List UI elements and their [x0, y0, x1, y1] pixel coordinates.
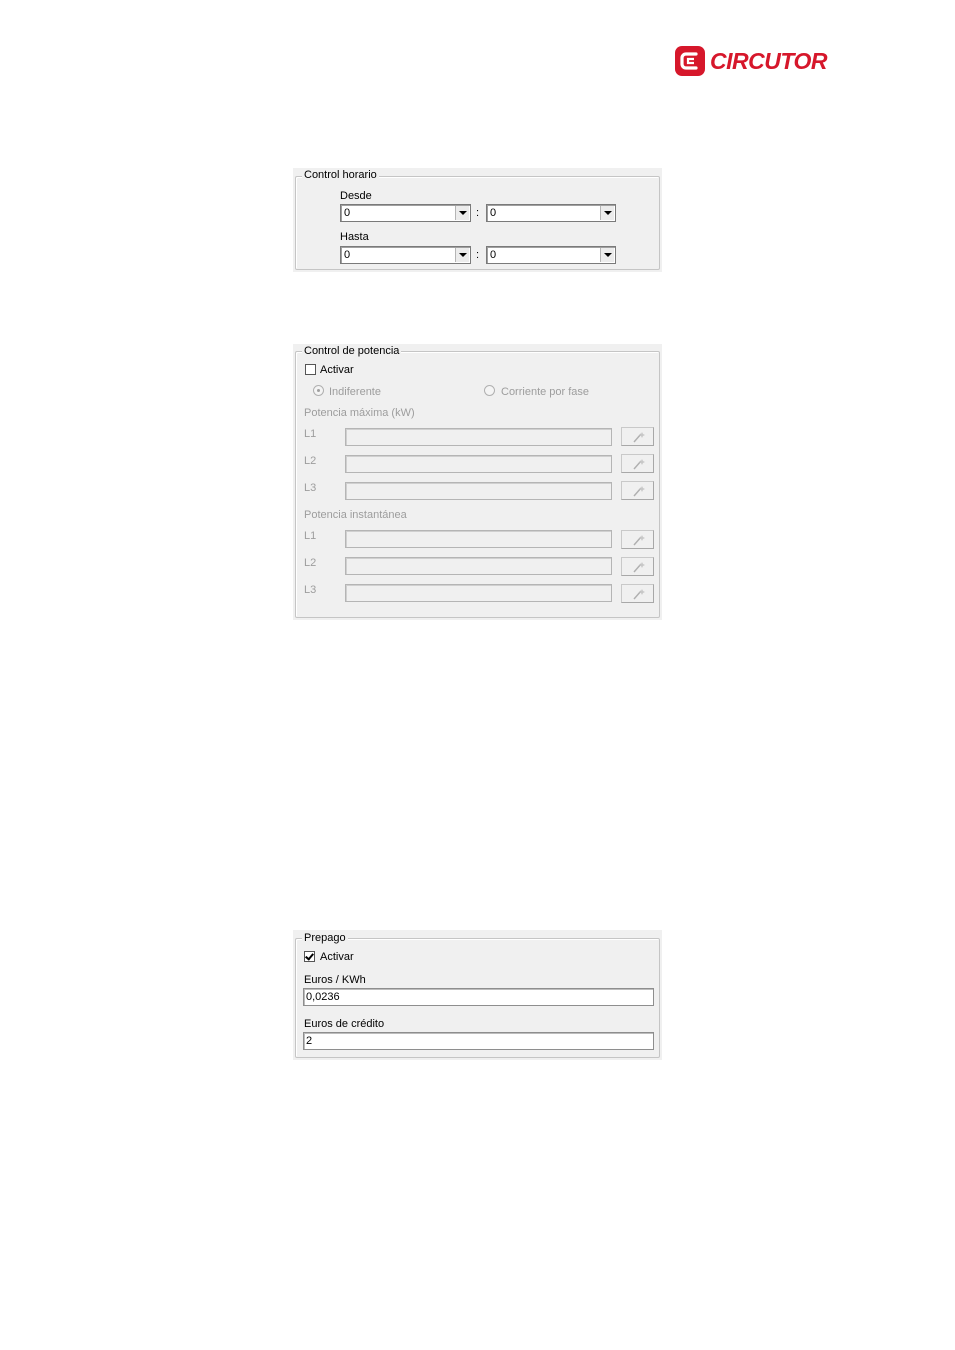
inst-l3-label: L3 — [304, 584, 317, 596]
control-potencia-panel — [293, 344, 662, 620]
chevron-down-icon[interactable] — [600, 206, 614, 220]
euros-credito-value: 2 — [306, 1035, 313, 1047]
max-l2-field[interactable] — [345, 455, 612, 473]
desde-hour-value: 0 — [344, 207, 351, 219]
max-l2-label: L2 — [304, 455, 317, 467]
activar-potencia-checkbox[interactable] — [305, 364, 316, 375]
euros-kwh-value: 0,0236 — [306, 991, 340, 1003]
circutor-logo — [674, 44, 827, 78]
circutor-logo-icon — [674, 45, 706, 77]
wand-icon — [632, 431, 646, 443]
max-l1-field[interactable] — [345, 428, 612, 446]
max-l3-label: L3 — [304, 482, 317, 494]
control-horario-title: Control horario — [304, 169, 377, 181]
inst-l1-label: L1 — [304, 530, 317, 542]
hasta-minute-value: 0 — [490, 249, 497, 261]
desde-separator: : — [476, 207, 480, 219]
max-l3-field[interactable] — [345, 482, 612, 500]
euros-kwh-input[interactable] — [303, 988, 654, 1006]
max-l2-action-button[interactable] — [621, 454, 654, 473]
inst-l1-field[interactable] — [345, 530, 612, 548]
inst-l1-action-button[interactable] — [621, 530, 654, 549]
activar-prepago-label: Activar — [320, 951, 354, 963]
wand-icon — [632, 534, 646, 546]
potencia-maxima-label: Potencia máxima (kW) — [304, 407, 415, 419]
wand-icon — [632, 561, 646, 573]
max-l1-action-button[interactable] — [621, 427, 654, 446]
potencia-instantanea-label: Potencia instantánea — [304, 509, 407, 521]
brand-name: CIRCUTOR — [710, 48, 827, 74]
max-l3-action-button[interactable] — [621, 481, 654, 500]
hasta-hour-value: 0 — [344, 249, 351, 261]
wand-icon — [632, 485, 646, 497]
hasta-minute-select[interactable] — [486, 246, 616, 264]
indiferente-radio[interactable] — [313, 385, 324, 396]
desde-minute-select[interactable] — [486, 204, 616, 222]
desde-minute-value: 0 — [490, 207, 497, 219]
hasta-hour-select[interactable] — [340, 246, 471, 264]
prepago-title: Prepago — [304, 932, 346, 944]
chevron-down-icon[interactable] — [600, 248, 614, 262]
hasta-label: Hasta — [340, 231, 369, 243]
inst-l3-action-button[interactable] — [621, 584, 654, 603]
max-l1-label: L1 — [304, 428, 317, 440]
euros-credito-label: Euros de crédito — [304, 1018, 385, 1030]
desde-hour-select[interactable] — [340, 204, 471, 222]
inst-l2-label: L2 — [304, 557, 317, 569]
inst-l2-action-button[interactable] — [621, 557, 654, 576]
euros-credito-input[interactable] — [303, 1032, 654, 1050]
control-horario-panel — [293, 168, 662, 272]
hasta-separator: : — [476, 249, 480, 261]
inst-l2-field[interactable] — [345, 557, 612, 575]
corriente-fase-radio[interactable] — [484, 385, 495, 396]
indiferente-label: Indiferente — [329, 386, 381, 398]
activar-potencia-label: Activar — [320, 364, 354, 376]
desde-label: Desde — [340, 190, 372, 202]
activar-prepago-checkbox[interactable] — [304, 951, 315, 962]
chevron-down-icon[interactable] — [455, 206, 469, 220]
euros-kwh-label: Euros / KWh — [304, 974, 366, 986]
inst-l3-field[interactable] — [345, 584, 612, 602]
chevron-down-icon[interactable] — [455, 248, 469, 262]
control-potencia-title: Control de potencia — [304, 345, 400, 357]
corriente-fase-label: Corriente por fase — [501, 386, 590, 398]
wand-icon — [632, 458, 646, 470]
wand-icon — [632, 588, 646, 600]
prepago-panel — [293, 930, 662, 1060]
